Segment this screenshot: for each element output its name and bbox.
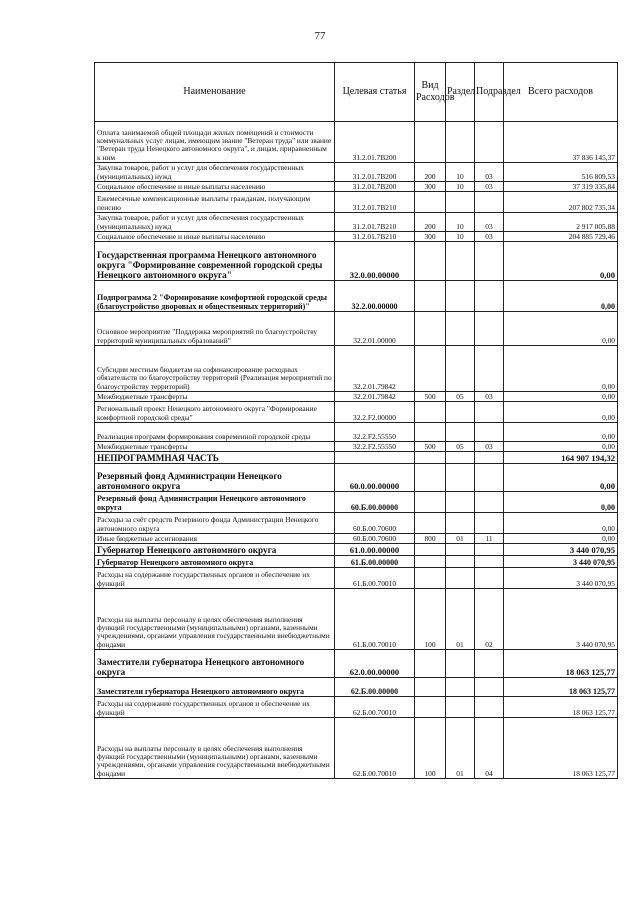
cell-expense-type bbox=[415, 492, 446, 513]
cell-expense-type bbox=[415, 423, 446, 442]
cell-section: 01 bbox=[446, 589, 475, 650]
cell-target-article: 62.Б.00.70010 bbox=[335, 718, 415, 779]
cell-expense-type bbox=[415, 281, 446, 312]
cell-section bbox=[446, 452, 475, 464]
table-row bbox=[95, 464, 618, 492]
cell-total-expenses: 37 319 335,84 bbox=[504, 182, 618, 192]
cell-target-article: 61.Б.00.70010 bbox=[335, 568, 415, 589]
cell-name: Иные бюджетные ассигнования bbox=[95, 534, 335, 544]
cell-section bbox=[446, 402, 475, 423]
cell-section bbox=[446, 544, 475, 556]
cell-target-article: 61.0.00.00000 bbox=[335, 544, 415, 556]
table-row bbox=[95, 402, 618, 423]
cell-name: Межбюджетные трансферты bbox=[95, 442, 335, 452]
cell-subsection: 03 bbox=[475, 392, 504, 402]
cell-target-article: 32.2.F2.55550 bbox=[335, 423, 415, 442]
budget-table bbox=[94, 62, 618, 779]
cell-expense-type bbox=[415, 678, 446, 697]
cell-section: 10 bbox=[446, 232, 475, 242]
cell-name: Ежемесячные компенсационные выплаты гражданам, получающим пенсию bbox=[95, 192, 335, 213]
cell-total-expenses: 3 440 070,95 bbox=[504, 568, 618, 589]
cell-target-article: 32.2.01.00000 bbox=[335, 312, 415, 346]
cell-target-article: 31.2.01.7В210 bbox=[335, 192, 415, 213]
cell-target-article: 31.2.01.7В200 bbox=[335, 122, 415, 163]
cell-expense-type: 100 bbox=[415, 718, 446, 779]
cell-total-expenses: 3 440 070,95 bbox=[504, 556, 618, 568]
cell-target-article: 32.2.00.00000 bbox=[335, 281, 415, 312]
cell-target-article: 61.Б.00.00000 bbox=[335, 556, 415, 568]
cell-name: Резервный фонд Администрации Ненецкого автономного округа bbox=[95, 464, 335, 492]
cell-name: Закупка товаров, работ и услуг для обеспечения государственных (муниципальных) нужд bbox=[95, 163, 335, 182]
table-row bbox=[95, 163, 618, 182]
cell-expense-type: 500 bbox=[415, 442, 446, 452]
cell-target-article: 32.0.00.00000 bbox=[335, 242, 415, 281]
cell-section bbox=[446, 423, 475, 442]
cell-subsection bbox=[475, 678, 504, 697]
cell-subsection bbox=[475, 544, 504, 556]
cell-total-expenses: 0,00 bbox=[504, 402, 618, 423]
cell-name: Заместители губернатора Ненецкого автономного округа bbox=[95, 650, 335, 678]
cell-section bbox=[446, 312, 475, 346]
table-row bbox=[95, 678, 618, 697]
table-row bbox=[95, 544, 618, 556]
cell-target-article: 31.2.01.7В200 bbox=[335, 163, 415, 182]
table-row bbox=[95, 392, 618, 402]
cell-total-expenses: 0,00 bbox=[504, 312, 618, 346]
cell-total-expenses: 0,00 bbox=[504, 423, 618, 442]
table-row bbox=[95, 492, 618, 513]
cell-expense-type bbox=[415, 568, 446, 589]
cell-name: Социальное обеспечение и иные выплаты населению bbox=[95, 182, 335, 192]
cell-subsection bbox=[475, 192, 504, 213]
cell-subsection: 03 bbox=[475, 442, 504, 452]
cell-subsection bbox=[475, 346, 504, 392]
cell-expense-type bbox=[415, 464, 446, 492]
cell-target-article: 60.Б.00.70600 bbox=[335, 534, 415, 544]
cell-subsection bbox=[475, 513, 504, 534]
cell-section bbox=[446, 568, 475, 589]
cell-subsection bbox=[475, 122, 504, 163]
cell-expense-type bbox=[415, 312, 446, 346]
table-row bbox=[95, 452, 618, 464]
cell-name: Закупка товаров, работ и услуг для обеспечения государственных (муниципальных) нужд bbox=[95, 213, 335, 232]
page-number: 77 bbox=[314, 30, 326, 42]
header-expense-type: Вид Расходов bbox=[415, 63, 446, 122]
cell-section: 05 bbox=[446, 392, 475, 402]
cell-target-article: 60.0.00.00000 bbox=[335, 464, 415, 492]
cell-section: 05 bbox=[446, 442, 475, 452]
cell-target-article: 31.2.01.7В210 bbox=[335, 213, 415, 232]
cell-expense-type: 300 bbox=[415, 182, 446, 192]
cell-total-expenses: 18 063 125,77 bbox=[504, 650, 618, 678]
cell-target-article: 62.Б.00.00000 bbox=[335, 678, 415, 697]
cell-section bbox=[446, 556, 475, 568]
cell-section bbox=[446, 513, 475, 534]
cell-name: Губернатор Ненецкого автономного округа bbox=[95, 544, 335, 556]
cell-expense-type bbox=[415, 242, 446, 281]
cell-subsection bbox=[475, 423, 504, 442]
cell-section bbox=[446, 122, 475, 163]
cell-target-article: 61.Б.00.70010 bbox=[335, 589, 415, 650]
cell-subsection: 03 bbox=[475, 213, 504, 232]
cell-subsection bbox=[475, 281, 504, 312]
cell-expense-type bbox=[415, 192, 446, 213]
cell-expense-type: 300 bbox=[415, 232, 446, 242]
table-row bbox=[95, 182, 618, 192]
cell-subsection bbox=[475, 242, 504, 281]
cell-expense-type bbox=[415, 452, 446, 464]
cell-target-article: 62.Б.00.70010 bbox=[335, 697, 415, 718]
table-row bbox=[95, 122, 618, 163]
cell-expense-type bbox=[415, 650, 446, 678]
cell-target-article: 60.Б.00.00000 bbox=[335, 492, 415, 513]
cell-section bbox=[446, 281, 475, 312]
cell-name: Оплата занимаемой общей площади жилых помещений и стоимости коммунальных услуг лицам, имеющим звание "Ветеран труда" или звание "Ветеран труда Ненецкого автономного округа", и лицам, приравненным к ним bbox=[95, 122, 335, 163]
cell-subsection bbox=[475, 568, 504, 589]
cell-total-expenses: 18 063 125,77 bbox=[504, 697, 618, 718]
cell-expense-type bbox=[415, 544, 446, 556]
cell-subsection: 11 bbox=[475, 534, 504, 544]
cell-subsection: 03 bbox=[475, 232, 504, 242]
cell-subsection bbox=[475, 402, 504, 423]
header-section: Раздел bbox=[446, 63, 475, 122]
table-row bbox=[95, 513, 618, 534]
cell-total-expenses: 0,00 bbox=[504, 492, 618, 513]
table-row bbox=[95, 568, 618, 589]
table-row bbox=[95, 213, 618, 232]
cell-target-article: 62.0.00.00000 bbox=[335, 650, 415, 678]
cell-expense-type: 100 bbox=[415, 589, 446, 650]
cell-section bbox=[446, 242, 475, 281]
table-row bbox=[95, 556, 618, 568]
cell-name: Заместители губернатора Ненецкого автономного округа bbox=[95, 678, 335, 697]
table-row bbox=[95, 346, 618, 392]
cell-section bbox=[446, 650, 475, 678]
cell-total-expenses: 0,00 bbox=[504, 242, 618, 281]
cell-subsection bbox=[475, 697, 504, 718]
cell-total-expenses: 3 440 070,95 bbox=[504, 589, 618, 650]
cell-expense-type bbox=[415, 402, 446, 423]
cell-total-expenses: 207 802 735,34 bbox=[504, 192, 618, 213]
cell-section bbox=[446, 697, 475, 718]
cell-target-article: 31.2.01.7В210 bbox=[335, 232, 415, 242]
cell-subsection bbox=[475, 556, 504, 568]
cell-subsection: 03 bbox=[475, 163, 504, 182]
table-row bbox=[95, 312, 618, 346]
cell-section bbox=[446, 192, 475, 213]
cell-expense-type bbox=[415, 513, 446, 534]
cell-target-article: 32.2.F2.00000 bbox=[335, 402, 415, 423]
table-row bbox=[95, 192, 618, 213]
cell-expense-type: 500 bbox=[415, 392, 446, 402]
cell-section: 10 bbox=[446, 182, 475, 192]
cell-name: Региональный проект Ненецкого автономного округа "Формирование комфортной городской среды" bbox=[95, 402, 335, 423]
cell-name: Реализация программ формирования современной городской среды bbox=[95, 423, 335, 442]
cell-subsection: 04 bbox=[475, 718, 504, 779]
table-row bbox=[95, 423, 618, 442]
cell-section bbox=[446, 492, 475, 513]
cell-section bbox=[446, 346, 475, 392]
cell-name: Расходы на выплаты персоналу в целях обеспечения выполнения функций государственными (муниципальными) органами, казенными учреждениями, органами управления государственными внебюджетными фондами bbox=[95, 589, 335, 650]
cell-total-expenses: 18 063 125,77 bbox=[504, 718, 618, 779]
cell-expense-type: 200 bbox=[415, 213, 446, 232]
cell-total-expenses: 0,00 bbox=[504, 346, 618, 392]
cell-name: Расходы за счёт средств Резервного фонда Администрации Ненецкого автономного округа bbox=[95, 513, 335, 534]
table-row bbox=[95, 281, 618, 312]
cell-total-expenses: 516 809,53 bbox=[504, 163, 618, 182]
cell-expense-type bbox=[415, 556, 446, 568]
header-target-article: Целевая статья bbox=[335, 63, 415, 122]
cell-section: 01 bbox=[446, 718, 475, 779]
cell-target-article: 32.2.F2.55550 bbox=[335, 442, 415, 452]
cell-name: Расходы на выплаты персоналу в целях обеспечения выполнения функций государственными (муниципальными) органами, казенными учреждениями, органами управления государственными внебюджетными фондами bbox=[95, 718, 335, 779]
cell-target-article: 32.2.01.79842 bbox=[335, 392, 415, 402]
header-total-expenses: Всего расходов bbox=[504, 63, 618, 122]
cell-subsection bbox=[475, 650, 504, 678]
cell-target-article: 31.2.01.7В200 bbox=[335, 182, 415, 192]
cell-total-expenses: 0,00 bbox=[504, 513, 618, 534]
cell-total-expenses: 2 917 005,88 bbox=[504, 213, 618, 232]
cell-name: Подпрограмма 2 "Формирование комфортной городской среды (благоустройство дворовых и общественных территорий)" bbox=[95, 281, 335, 312]
table-row bbox=[95, 232, 618, 242]
cell-name: НЕПРОГРАММНАЯ ЧАСТЬ bbox=[95, 452, 335, 464]
cell-total-expenses: 0,00 bbox=[504, 392, 618, 402]
cell-section: 10 bbox=[446, 213, 475, 232]
cell-target-article: 60.Б.00.70600 bbox=[335, 513, 415, 534]
cell-total-expenses: 3 440 070,95 bbox=[504, 544, 618, 556]
cell-section bbox=[446, 678, 475, 697]
cell-name: Субсидии местным бюджетам на софинансирование расходных обязательств по благоустройству территорий (Реализация мероприятий по благоустройству территорий) bbox=[95, 346, 335, 392]
cell-section: 10 bbox=[446, 163, 475, 182]
cell-name: Межбюджетные трансферты bbox=[95, 392, 335, 402]
cell-expense-type bbox=[415, 346, 446, 392]
cell-section bbox=[446, 464, 475, 492]
header-subsection: Подраздел bbox=[475, 63, 504, 122]
cell-total-expenses: 0,00 bbox=[504, 534, 618, 544]
cell-target-article bbox=[335, 452, 415, 464]
cell-subsection bbox=[475, 464, 504, 492]
cell-expense-type bbox=[415, 697, 446, 718]
cell-target-article: 32.2.01.79842 bbox=[335, 346, 415, 392]
table-body bbox=[95, 122, 618, 779]
cell-total-expenses: 0,00 bbox=[504, 442, 618, 452]
cell-name: Социальное обеспечение и иные выплаты населению bbox=[95, 232, 335, 242]
cell-total-expenses: 37 836 145,37 bbox=[504, 122, 618, 163]
cell-total-expenses: 0,00 bbox=[504, 281, 618, 312]
cell-subsection bbox=[475, 312, 504, 346]
cell-expense-type: 800 bbox=[415, 534, 446, 544]
cell-total-expenses: 0,00 bbox=[504, 464, 618, 492]
cell-total-expenses: 164 907 194,32 bbox=[504, 452, 618, 464]
table-row bbox=[95, 442, 618, 452]
cell-name: Расходы на содержание государственных органов и обеспечение их функций bbox=[95, 697, 335, 718]
cell-subsection bbox=[475, 492, 504, 513]
cell-subsection: 02 bbox=[475, 589, 504, 650]
cell-expense-type: 200 bbox=[415, 163, 446, 182]
table-row bbox=[95, 650, 618, 678]
cell-total-expenses: 204 885 729,46 bbox=[504, 232, 618, 242]
cell-name: Государственная программа Ненецкого автономного округа "Формирование современной городской среды Ненецкого автономного округа" bbox=[95, 242, 335, 281]
cell-subsection: 03 bbox=[475, 182, 504, 192]
table-row bbox=[95, 718, 618, 779]
cell-total-expenses: 18 063 125,77 bbox=[504, 678, 618, 697]
table-row bbox=[95, 242, 618, 281]
cell-expense-type bbox=[415, 122, 446, 163]
cell-name: Резервный фонд Администрации Ненецкого автономного округа bbox=[95, 492, 335, 513]
table-row bbox=[95, 589, 618, 650]
header-name: Наименование bbox=[95, 63, 335, 122]
cell-name: Основное мероприятие "Поддержка мероприятий по благоустройству территорий муниципальных образований" bbox=[95, 312, 335, 346]
cell-subsection bbox=[475, 452, 504, 464]
table-header-row bbox=[95, 63, 618, 122]
cell-name: Губернатор Ненецкого автономного округа bbox=[95, 556, 335, 568]
cell-section: 01 bbox=[446, 534, 475, 544]
table-row bbox=[95, 534, 618, 544]
table-row bbox=[95, 697, 618, 718]
cell-name: Расходы на содержание государственных органов и обеспечение их функций bbox=[95, 568, 335, 589]
